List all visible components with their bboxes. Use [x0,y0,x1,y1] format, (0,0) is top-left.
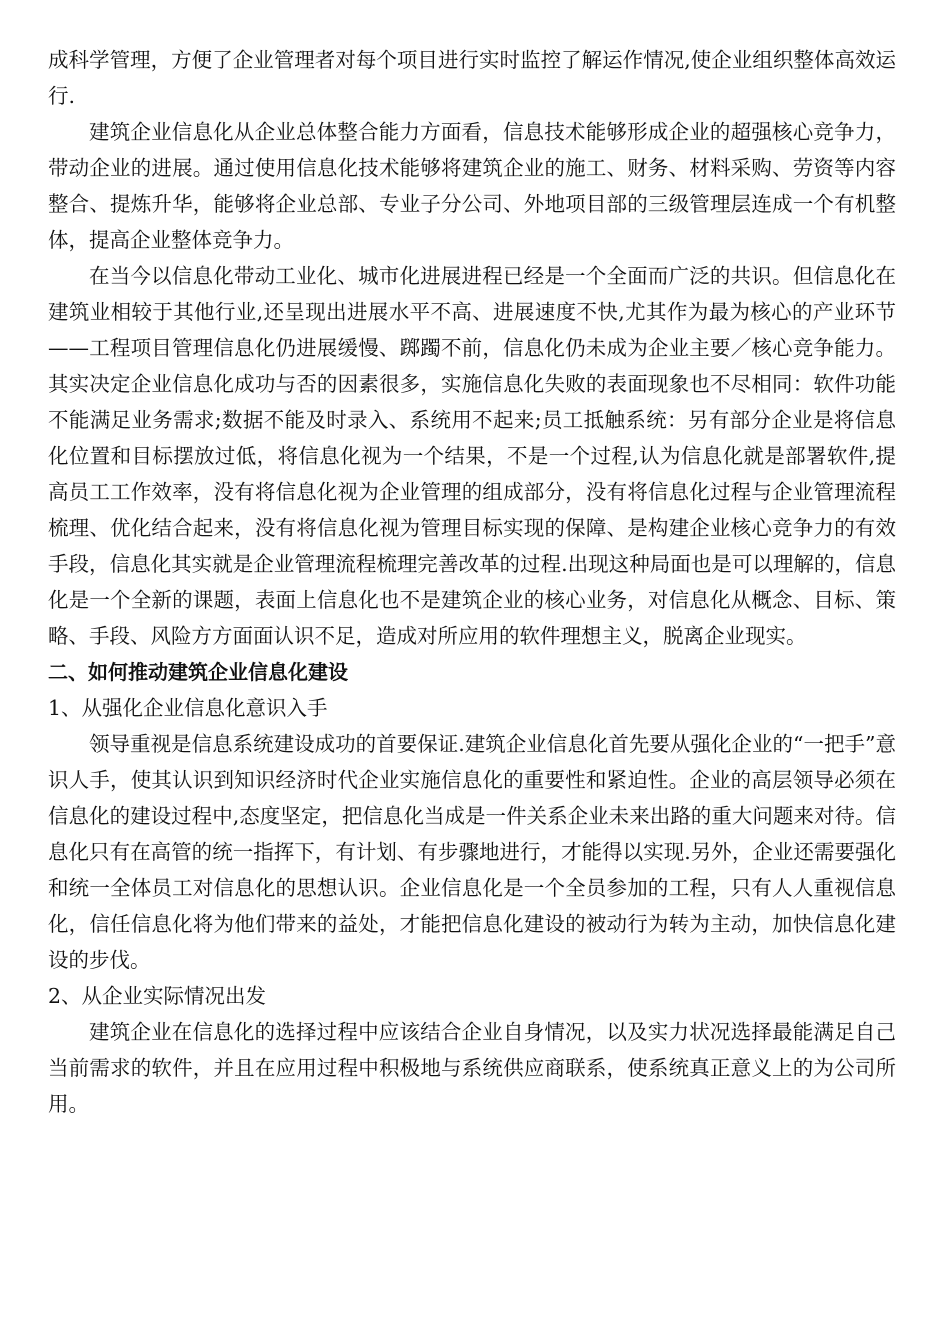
paragraph-leadership: 领导重视是信息系统建设成功的首要保证.建筑企业信息化首先要从强化企业的“一把手”意识人手，使其认识到知识经济时代企业实施信息化的重要性和紧迫性。企业的高层领导必须在信息化的建设过程中,态度坚定，把信息化当成是一件关系企业未来出路的重大问题来对待。信息化只有在高管的统一指挥下，有计划、有步骤地进行，才能得以实现.另外，企业还需要强化和统一全体员工对信息化的思想认识。企业信息化是一个全员参加的工程，只有人人重视信息化，信任信息化将为他们带来的益处，才能把信息化建设的被动行为转为主动，加快信息化建设的步伐。 [48,732,896,972]
document-page [48,42,896,1122]
paragraph-informatization-status: 在当今以信息化带动工业化、城市化进展进程已经是一个全面而广泛的共识。但信息化在建筑业相较于其他行业,还呈现出进展水平不高、进展速度不快,尤其作为最为核心的产业环节——工程项目管理信息化仍进展缓慢、踯躅不前，信息化仍未成为企业主要／核心竞争能力。其实决定企业信息化成功与否的因素很多，实施信息化失败的表面现象也不尽相同：软件功能不能满足业务需求;数据不能及时录入、系统用不起来;员工抵触系统：另有部分企业是将信息化位置和目标摆放过低，将信息化视为一个结果，不是一个过程,认为信息化就是部署软件,提高员工工作效率，没有将信息化视为企业管理的组成部分，没有将信息化过程与企业管理流程梳理、优化结合起来，没有将信息化视为管理目标实现的保障、是构建企业核心竞争力的有效手段，信息化其实就是企业管理流程梳理完善改革的过程.出现这种局面也是可以理解的，信息化是一个全新的课题，表面上信息化也不是建筑企业的核心业务，对信息化从概念、目标、策略、手段、风险方方面面认识不足，造成对所应用的软件理想主义，脱离企业现实。 [48,264,896,648]
subsection-heading-1: 1、从强化企业信息化意识入手 [48,696,328,720]
paragraph-practical-situation: 建筑企业在信息化的选择过程中应该结合企业自身情况，以及实力状况选择最能满足自己当前需求的软件，并且在应用过程中积极地与系统供应商联系，使系统真正意义上的为公司所用。 [48,1020,896,1116]
section-heading: 二、如何推动建筑企业信息化建设 [48,660,348,684]
paragraph-continuation: 成科学管理，方便了企业管理者对每个项目进行实时监控了解运作情况,使企业组织整体高效运行. [48,48,896,108]
paragraph-core-competitiveness: 建筑企业信息化从企业总体整合能力方面看，信息技术能够形成企业的超强核心竞争力，带动企业的进展。通过使用信息化技术能够将建筑企业的施工、财务、材料采购、劳资等内容整合、提炼升华，能够将企业总部、专业子分公司、外地项目部的三级管理层连成一个有机整体，提高企业整体竞争力。 [48,120,896,252]
subsection-heading-2: 2、从企业实际情况出发 [48,984,267,1008]
